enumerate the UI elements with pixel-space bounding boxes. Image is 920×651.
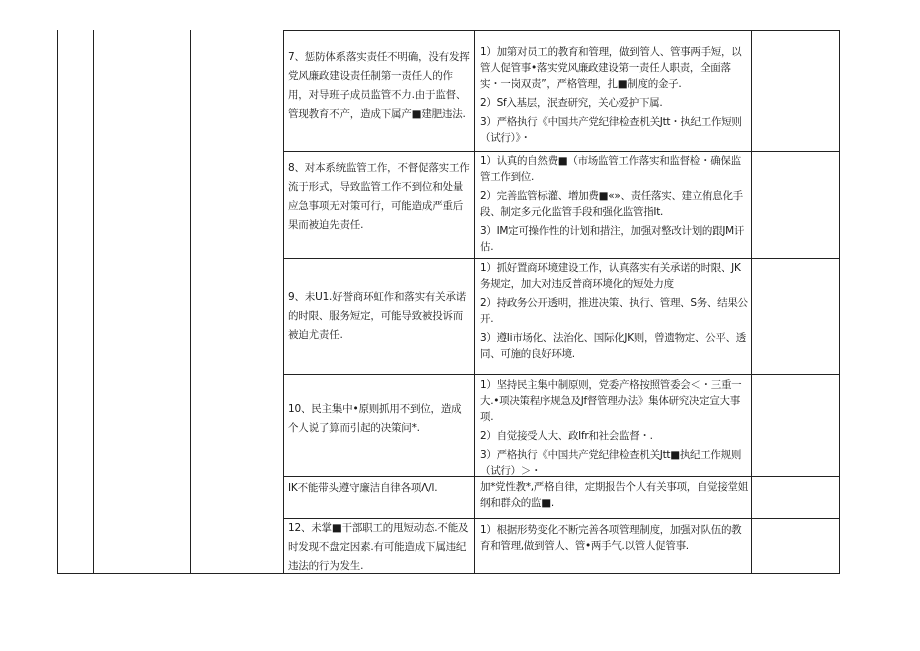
risk-cell [284,48,474,148]
grid-line [283,258,840,259]
risk-cell [284,519,474,573]
grid-line [283,151,840,152]
risk-cell [284,479,474,517]
grid-line [283,374,840,375]
risk-text: 9、未U1.好誉商环虹作和落实有关承诺的时限、服务短定，可能导致被投诉而被迫尤责任. [288,291,467,341]
grid-line [839,30,840,574]
grid-line [283,30,840,31]
measure-text: 2）Sf入基层，泯查研究，关心爱护下属. [480,97,663,109]
risk-text: 7、惩防体系落实责任不明确，没有发挥党风廉政建设责任制第一责任人的作用，对导班子成员监管不力.由于监督、管现教育不产，造成下属产■建肥违法. [288,51,470,120]
measure-text: 2）持政务公开透明，推进决策、执行、管理、S务、结果公开. [480,297,748,325]
grid-line [93,30,94,574]
grid-line [283,476,840,477]
measure-text: 1）抓好置商环境建设工作，认真落实有关承诺的时限、JK务规定，加大对违反普商环境化的短处力度 [480,262,741,290]
measure-text: 3）严格执行《中国共产党纪律检查机关Jtt・执纪工作短则（试行）》・ [480,116,742,144]
measure-text: 2）完善监管标灌、增加费■«»、责任落实、建立侑息化手段、制定多元化监管手段和强化监管指It. [480,190,743,218]
risk-cell [284,159,474,255]
grid-line [190,30,191,574]
measure-text: 1）加第对员工的教育和管理，做到管人、管事两手短，以管人促管事•落实党风廉政建设第一责任人职责，全面落实・一岗双责”，严格管理，扎■制度的金子. [480,46,742,90]
measure-cell [475,522,751,572]
risk-text: 12、未掌■干部职工的甩短动态.不能及时发现不盘定因素.有可能造成下属违纪违法的行为发生. [288,522,469,572]
risk-text: 8、对本系统监管工作，不督促落实工作流于形式，导致监管工作不到位和处量应急事项无对策可行，可能造成严重后果而被迫先责任. [288,162,470,231]
measure-text: 3）IM定可操作性的计划和措注，加强对整改计划的跟JM讦估. [480,225,745,253]
risk-text: 10、民主集中•原则抓用不到位，造成个人说了算而引起的决策问*. [288,403,462,434]
measure-text: 3）遵Ii市场化、法治化、国际化JK则，曾遗物定、公平、透同、可施的良好环境. [480,332,746,360]
risk-table [57,30,840,574]
measure-cell [475,44,751,150]
measure-cell [475,479,751,517]
measure-text: 3）严格执行《中国共产党纪律检查机关Jtt■执纪工作规则（试行）＞・ [480,449,742,475]
measure-text: 1）坚持民主集中制原则，党委产格按照管委会＜・三重一大.•项决策程序规急及Jf督管理办法》集体研究决定宣大事项. [480,379,742,423]
measure-text: 1）根据形势变化不断完善各项管理制度，加强对队伍的教育和管理,做到管人、管•两手气.以管人促管事. [480,524,742,552]
risk-cell [284,288,474,372]
measure-cell [475,260,751,373]
measure-cell [475,153,751,257]
measure-text: 1）认真的自然费■（市场监管工作落实和监督检・确保监管工作到位. [480,155,741,183]
risk-cell [284,400,474,474]
measure-cell [475,377,751,475]
grid-line [751,30,752,574]
measure-text: 加*党性教*,严格自律，定期报告个人有关事项，自觉接堂姐纲和群众的监■. [480,481,748,509]
grid-line [57,30,58,574]
risk-text: IK不能带头遵守廉洁自律各项Λ/l. [288,482,438,494]
measure-text: 2）自觉接受人大、政Ifr和社会监督・. [480,430,653,442]
grid-line [57,573,840,574]
